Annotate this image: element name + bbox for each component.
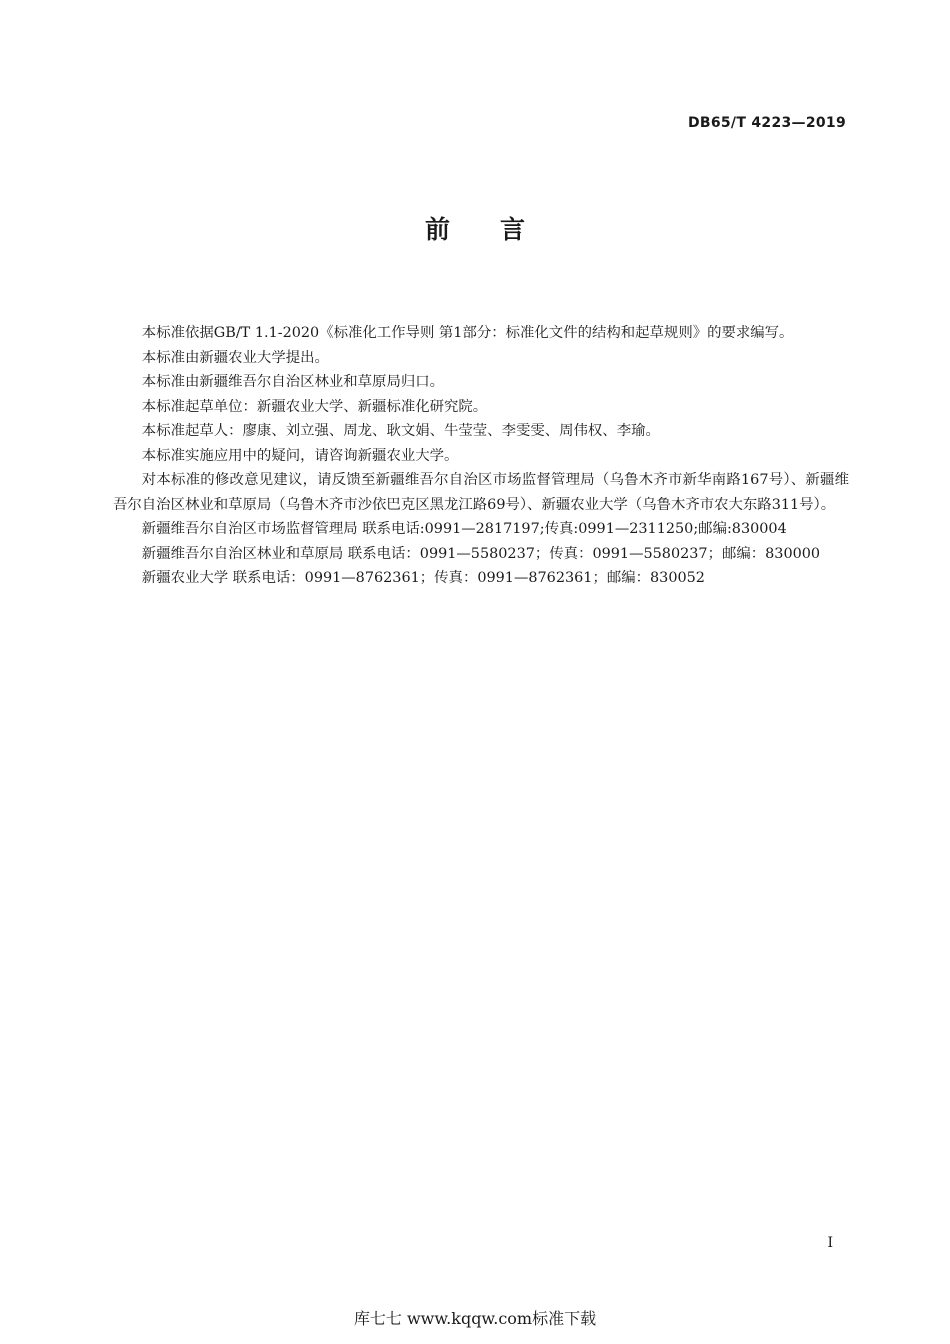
paragraph: 本标准由新疆维吾尔自治区林业和草原局归口。 <box>141 374 445 390</box>
page-number: I <box>827 1235 833 1251</box>
paragraph: 本标准起草单位：新疆农业大学、新疆标准化研究院。 <box>141 398 488 415</box>
paragraph: 本标准由新疆农业大学提出。 <box>141 349 329 366</box>
page-title: 前言 <box>424 215 575 244</box>
footer-watermark: 库七七 www.kqqw.com标准下载 <box>353 1309 597 1328</box>
standard-code: DB65/T 4223—2019 <box>687 115 846 131</box>
paragraph: 本标准起草人：廖康、刘立强、周龙、耿文娟、牛莹莹、李雯雯、周伟权、李瑜。 <box>141 423 660 439</box>
preface-body <box>113 321 849 591</box>
paragraph: 本标准实施应用中的疑问，请咨询新疆农业大学。 <box>141 447 459 464</box>
paragraph: 对本标准的修改意见建议，请反馈至新疆维吾尔自治区市场监督管理局（乌鲁木齐市新华南路167号）、新疆维吾尔自治区林业和草原局（乌鲁木齐市沙依巴克区黑龙江路69号）、新疆农业大学（乌鲁木齐市农大东路311号）。 <box>113 472 849 513</box>
contact-line: 新疆农业大学 联系电话：0991—8762361；传真：0991—8762361；邮编：830052 <box>141 570 705 586</box>
paragraph: 本标准依据GB/T 1.1-2020《标准化工作导则 第1部分：标准化文件的结构和起草规则》的要求编写。 <box>141 325 794 341</box>
contact-line: 新疆维吾尔自治区林业和草原局 联系电话：0991—5580237；传真：0991—5580237；邮编：830000 <box>141 545 821 562</box>
contact-line: 新疆维吾尔自治区市场监督管理局 联系电话:0991—2817197;传真:0991—2311250;邮编:830004 <box>141 521 787 537</box>
